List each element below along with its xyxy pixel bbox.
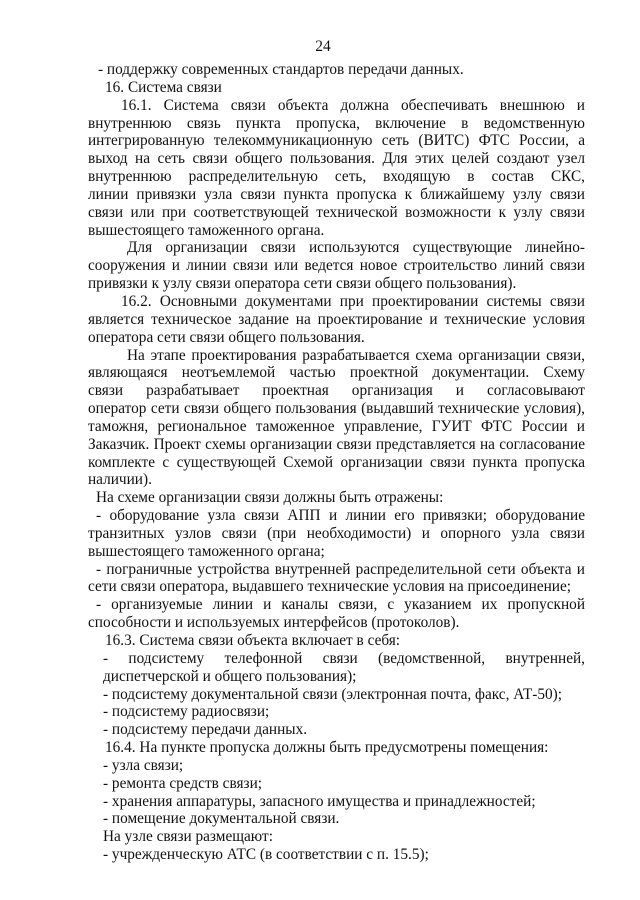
list-item: - хранения аппаратуры, запасного имущества и принадлежностей; [103,792,536,810]
text-line: На схеме организации связи должны быть отражены: [96,489,444,507]
section-heading: 16.3. Система связи объекта включает в себя: [105,632,401,649]
text-line: являющаяся неотъемлемой частью проектной документации. Схему [88,364,585,382]
text-line: способности и используемых интерфейсов (протоколов). [88,614,460,632]
text-line: связи разрабатывает проектная организация и согласовывают [88,382,585,400]
text-line: оператор сети связи общего пользования (выдавший технические условия), [88,400,585,418]
text-line: наличии). [88,471,152,489]
text-line: внутреннюю связь пункта пропуска, включение в ведомственную [88,114,585,132]
text-line: 16.1. Система связи объекта должна обеспечивать внешнюю и [121,96,585,114]
text-line: сети связи оператора, выдавшего технические условия на присоединение; [88,578,572,596]
page-number: 24 [315,38,331,55]
document-page [88,61,585,864]
list-item: диспетчерской и общего пользования); [103,667,357,685]
text-line: линии привязки узла связи пункта пропуска к ближайшему узлу связи [88,185,585,203]
section-heading: 16. Система связи [105,78,222,96]
list-item: - подсистему радиосвязи; [103,703,270,721]
text-line: привязки к узлу связи оператора сети связи общего пользования). [88,275,517,293]
section-heading: 16.4. На пункте пропуска должны быть предусмотрены помещения: [105,739,549,757]
text-line: Для организации связи используются существующие линейно- [127,239,585,257]
text-line: сооружения и линии связи или ведется новое строительство линий связи [88,257,585,275]
list-item: - учрежденческую АТС (в соответствии с п. 15.5); [103,846,429,864]
text-line: транзитных узлов связи (при необходимости) и опорного узла связи [88,524,585,542]
list-item: - подсистему документальной связи (электронная почта, факс, АТ-50); [103,685,563,703]
list-item: - подсистему телефонной связи (ведомственной, внутренней, [103,649,585,667]
text-line: вышестоящего таможенного органа. [88,221,325,239]
text-line: - поддержку современных стандартов передачи данных. [98,61,464,78]
text-line: внутреннюю распределительную сеть, входящую в состав СКС, [88,168,585,186]
text-line: - оборудование узла связи АПП и линии его привязки; оборудование [96,507,585,525]
text-line: - организуемые линии и каналы связи, с указанием их пропускной [96,596,585,614]
text-line: таможня, региональное таможенное управление, ГУИТ ФТС России и [88,417,585,435]
list-item: - подсистему передачи данных. [103,721,308,739]
text-line: На узле связи размещают: [103,828,273,846]
text-line: 16.2. Основными документами при проектировании системы связи [121,292,585,310]
text-line: На этапе проектирования разрабатывается схема организации связи, [127,346,585,364]
text-line: выход на сеть связи общего пользования. Для этих целей создают узел [88,150,585,168]
text-line: вышестоящего таможенного органа; [88,542,325,560]
text-line: Заказчик. Проект схемы организации связи представляется на согласование [88,435,585,453]
list-item: - помещение документальной связи. [103,810,340,828]
text-line: связи или при соответствующей технической возможности к узлу связи [88,203,585,221]
list-item: - узла связи; [103,756,184,774]
text-line: - пограничные устройства внутренней распределительной сети объекта и [96,560,585,578]
text-line: комплекте с существующей Схемой организации связи пункта пропуска [88,453,585,471]
text-line: интегрированную телекоммуникационную сеть (ВИТС) ФТС России, а [88,132,585,150]
text-line: является техническое задание на проектирование и технические условия [88,310,585,328]
list-item: - ремонта средств связи; [103,774,263,792]
text-line: оператора сети связи общего пользования. [88,328,365,346]
